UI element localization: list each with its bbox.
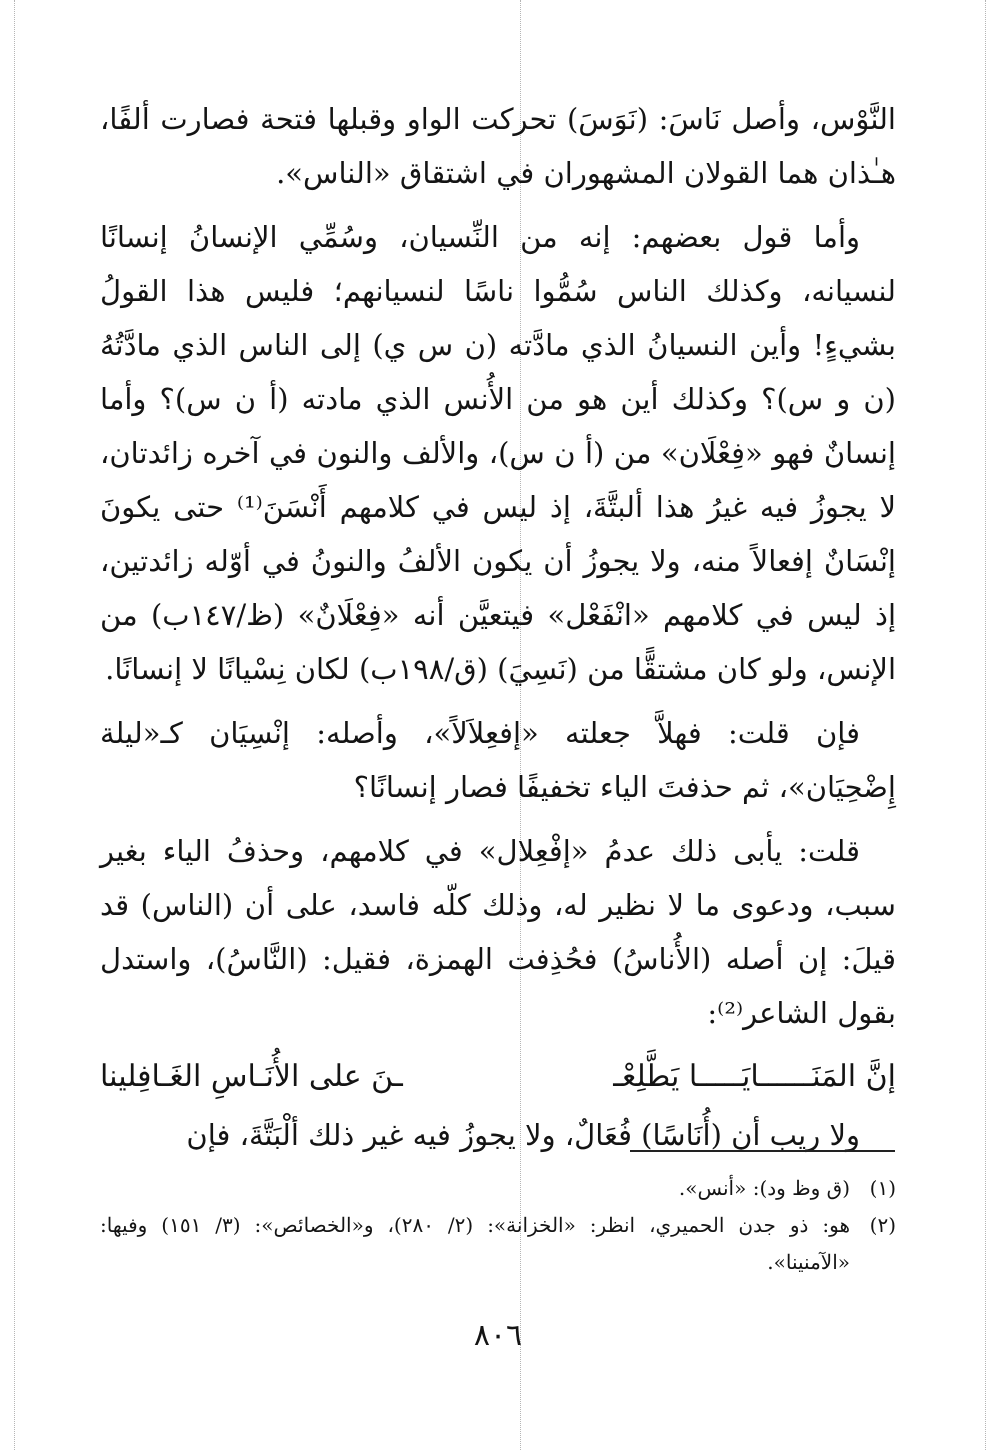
scan-edge-line — [985, 0, 986, 1450]
footnote-number: (١) — [869, 1176, 896, 1200]
verse-second-hemistich: ـنَ على الأُنَـاسِ الغَـافِلينا — [100, 1059, 403, 1094]
footnote — [100, 1207, 896, 1281]
paragraph: ولا ريب أن (أُنَاسًا) فُعَالٌ، ولا يجوزُ فيه غير ذلك ألْبَتَّةَ، فإن — [186, 1118, 860, 1152]
poetry-verse — [100, 1046, 896, 1108]
footnote-text: هو: ذو جدن الحميري، انظر: «الخزانة»: (٢/ ٢٨٠)، و«الخصائص»: (٣/ ١٥١) وفيها: «الآمنينا». — [100, 1213, 851, 1274]
paragraph: النَّوْس، وأصل نَاسَ: (نَوَسَ) تحركت الواو وقبلها فتحة فصارت ألفًا، هـٰذان هما القولان المشهوران في اشتقاق «الناس». — [100, 102, 896, 190]
footnote-text: (ق وظ ود): «أنس». — [678, 1176, 850, 1200]
paragraph: قلت: يأبى ذلك عدمُ «إفْعِلال» في كلامهم، وحذفُ الياء بغير سبب، ودعوى ما لا نظير له، وذلك كلّه فاسد، على أن (الناس) قد قيلَ: إن أصله (الأُناسُ) فحُذِفت الهمزة، فقيل: (النَّاسُ)، واستدل بقول الشاعر⁽²⁾: — [100, 834, 896, 1030]
paragraph: فإن قلت: فهلاَّ جعلته «إفعِلاَلاً»، وأصله: إنْسِيَان كـ«ليلة إِضْحِيَان»، ثم حذفتَ الياء تخفيفًا فصار إنسانًا؟ — [100, 716, 896, 804]
footnote-separator — [630, 1150, 895, 1152]
main-text — [100, 92, 896, 1162]
page-number: ٨٠٦ — [473, 1318, 523, 1353]
footnote-number: (٢) — [869, 1213, 896, 1237]
scan-edge-line — [14, 0, 15, 1450]
footnote — [100, 1170, 896, 1207]
paragraph: وأما قول بعضهم: إنه من النِّسيان، وسُمِّي الإنسانُ إنسانًا لنسيانه، وكذلك الناس سُمُّوا ناسًا لنسيانهم؛ فليس هذا القولُ بشيءٍ! وأين النسيانُ الذي مادَّته (ن س ي) إلى الناس الذي مادَّتُهُ (ن و س)؟ وكذلك أين هو من الأُنس الذي مادته (أ ن س)؟ وأما إنسانٌ فهو «فِعْلَان» من (أ ن س)، والألف والنون في آخره زائدتان، لا يجوزُ فيه غيرُ هذا ألبتَّةَ، إذ ليس في كلامهم أَنْسَنَ⁽¹⁾ حتى يكونَ إنْسَانٌ إفعالاً منه، ولا يجوزُ أن يكون الألفُ والنونُ في أوّله زائدتين، إذ ليس في كلامهم «انْفَعْل» فيتعيَّن أنه «فِعْلَانٌ» (ظ/١٤٧ب) من الإنس، ولو كان مشتقًّا من (نَسِيَ) (ق/١٩٨ب) لكان نِسْيانًا لا إنسانًا. — [100, 220, 896, 686]
footnotes — [100, 1170, 896, 1281]
verse-first-hemistich: إنَّ المَنَــــــايَـــــا يَطَّلِعْـ — [613, 1059, 896, 1094]
